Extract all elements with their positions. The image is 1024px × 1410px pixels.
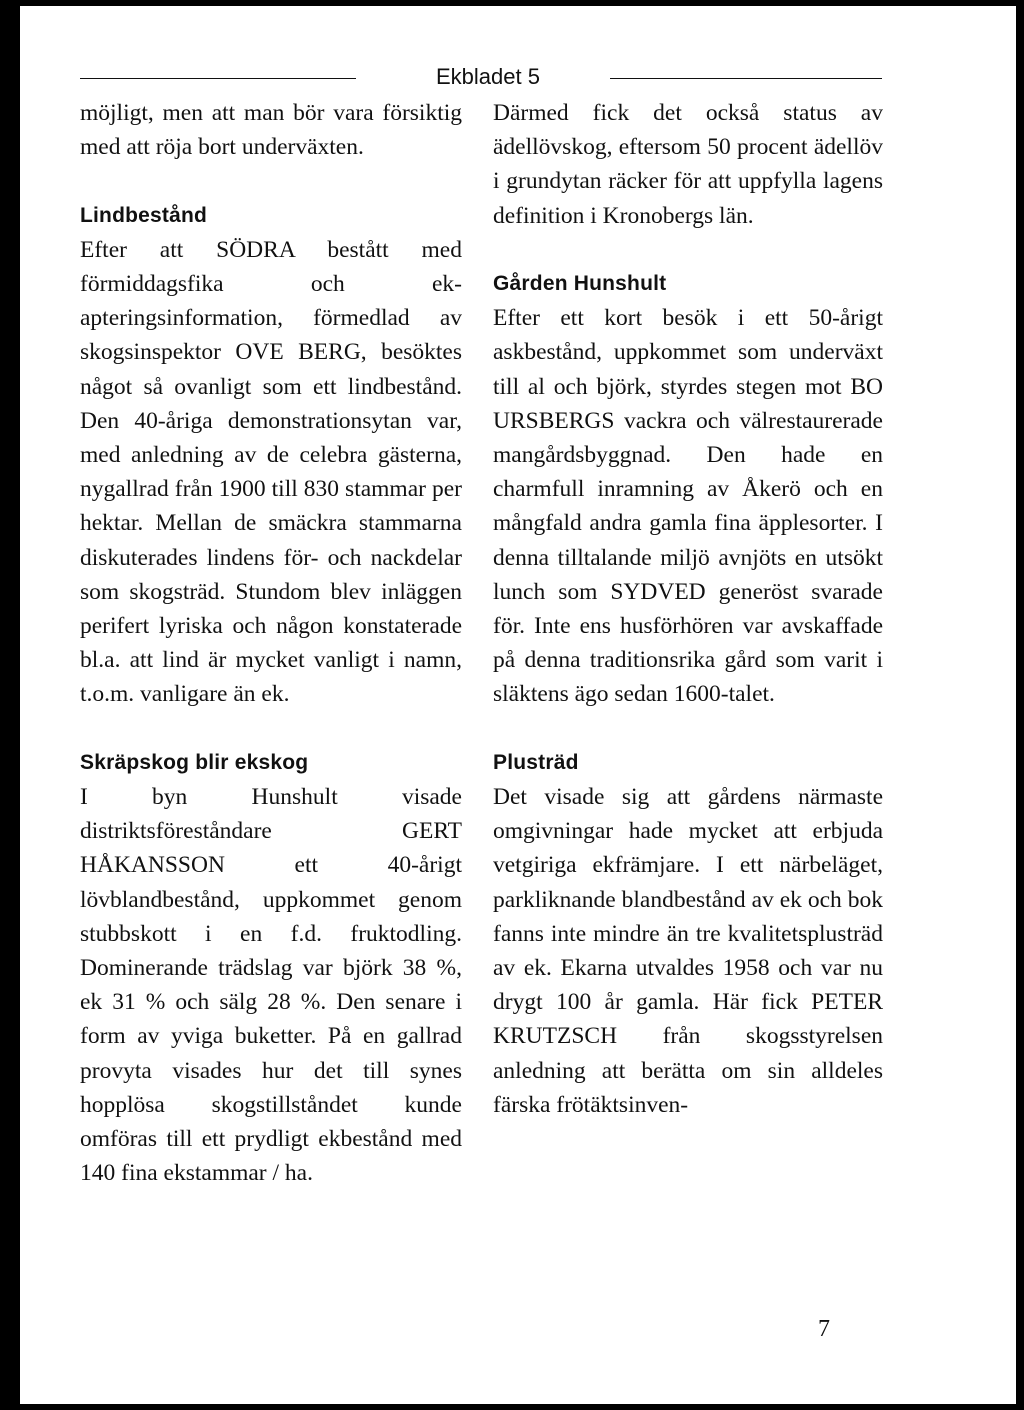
right-intro-paragraph: Därmed fick det också status av ädellövskog, eftersom 50 procent ädellöv i grundytan räcker för att uppfylla lagens definition i Kronobergs län. <box>493 100 883 229</box>
section-body-garden-hunshult: Efter ett kort besök i ett 50-årigt askbestånd, uppkommet som underväxt till al och björk, styrdes stegen mot BO URSBERGS vackra och välrestaurerade mangårdsbyggnad. Den hade en charmfull inramning av Åkerö och en mångfald andra gamla fina äpplesorter. I denna tilltalande miljö avnjöts en utsökt lunch som SYDVED generöst svarade för. Inte ens husförhören var avskaffade på denna traditionsrika gård som varit i släktens ägo sedan 1600-talet. <box>493 305 883 708</box>
right-column <box>493 96 883 1122</box>
section-heading-garden-hunshult: Gården Hunshult <box>493 272 667 295</box>
running-title: Ekbladet 5 <box>436 64 540 89</box>
header-rule-left <box>80 78 356 79</box>
scan-edge-bottom <box>0 1404 1024 1410</box>
page-number: 7 <box>818 1316 830 1342</box>
section-body-plustrad: Det visade sig att gårdens närmaste omgivningar hade mycket att erbjuda vetgiriga ekfrämjare. I ett närbeläget, parkliknande blandbestånd av ek och bok fanns inte mindre än tre kvalitetsplusträd av ek. Ekarna utvaldes 1958 och var nu drygt 100 år gamla. Här fick PETER KRUTZSCH från skogsstyrelsen anledning att berätta om sin alldeles färska frötäktsinven- <box>493 784 883 1118</box>
section-heading-lindbestand: Lindbestånd <box>80 203 208 227</box>
left-column <box>80 96 462 1190</box>
section-body-skrapskog: I byn Hunshult visade distriktsföreståndare GERT HÅKANSSON ett 40-årigt lövblandbestånd, uppkommet genom stubbskott i en f.d. fruktodling. Dominerande trädslag var björk 38 %, ek 31 % och sälg 28 %. Den senare i form av yviga buketter. På en gallrad provyta visades hur det till synes hopplösa skogstillståndet kunde omföras till ett prydligt ekbestånd med 140 fina ekstammar / ha. <box>80 784 462 1187</box>
section-body-lindbestand: Efter att SÖDRA bestått med förmiddagsfika och ek-apteringsinformation, förmedlad av skogsinspektor OVE BERG, besöktes något så ovanligt som ett lindbestånd. Den 40-åriga demonstrationsytan var, med anledning av de celebra gästerna, nygallrad från 1900 till 830 stammar per hektar. Mellan de smäckra stammarna diskuterades lindens för- och nackdelar som skogsträd. Stundom blev inläggen perifert lyriska och någon konstaterade bl.a. att lind är mycket vanligt i namn, t.o.m. vanligare än ek. <box>80 236 462 708</box>
scan-edge-right <box>1016 0 1024 1410</box>
header-rule-right <box>610 78 882 79</box>
left-intro-paragraph: möjligt, men att man bör vara försiktig med att röja bort underväxten. <box>80 100 462 161</box>
section-heading-plustrad: Plusträd <box>493 750 579 774</box>
section-heading-skrapskog: Skräpskog blir ekskog <box>80 750 309 774</box>
scan-edge-top <box>0 0 1024 6</box>
scan-edge-left <box>0 0 20 1410</box>
